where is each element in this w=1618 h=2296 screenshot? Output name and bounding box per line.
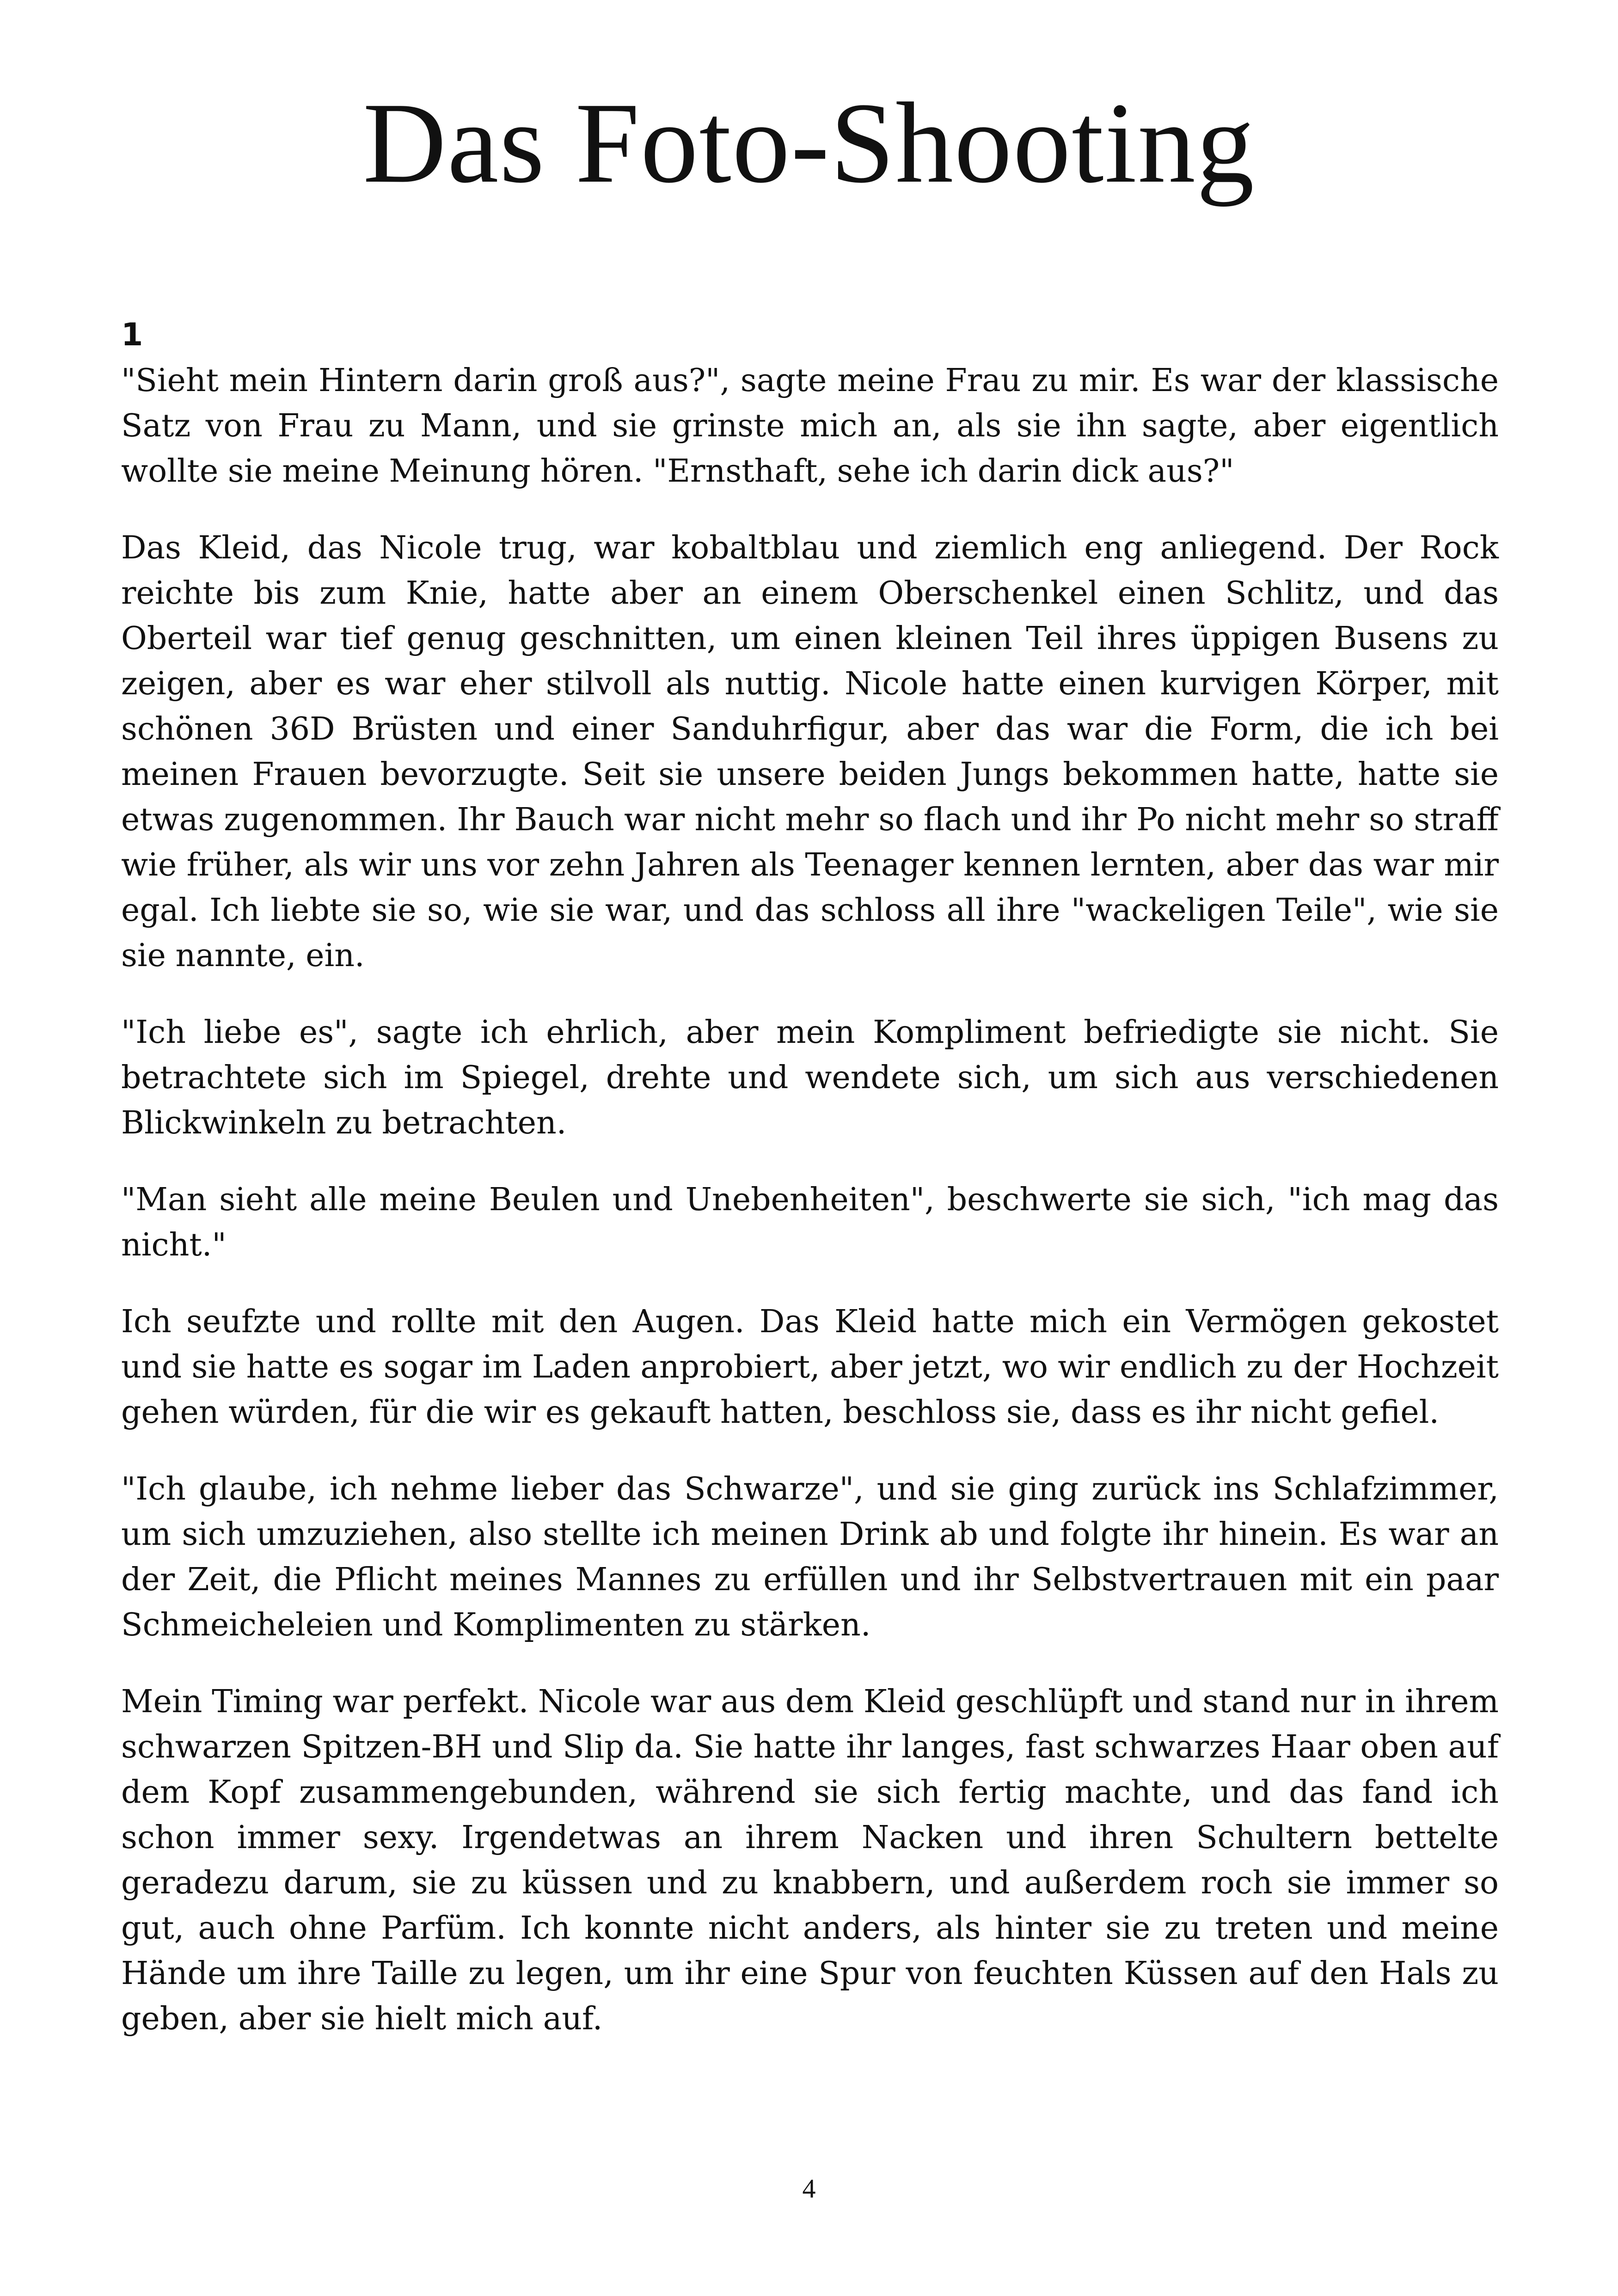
paragraph: Ich seufzte und rollte mit den Augen. Das Kleid hatte mich ein Vermögen gekostet und sie hatte es sogar im Laden anprobiert, aber jetzt, wo wir endlich zu der Hochzeit gehen würden, für die wir es gekauft hatten, beschloss sie, dass es ihr nicht gefiel. <box>121 1304 1499 1431</box>
paragraph: Das Kleid, das Nicole trug, war kobaltblau und ziemlich eng anliegend. Der Rock reichte bis zum Knie, hatte aber an einem Oberschenkel einen Schlitz, und das Oberteil war tief genug geschnitten, um einen kleinen Teil ihres üppigen Busens zu zeigen, aber es war eher stilvoll als nuttig. Nicole hatte einen kurvigen Körper, mit schönen 36D Brüsten und einer Sanduhrfigur, aber das war die Form, die ich bei meinen Frauen bevorzugte. Seit sie unsere beiden Jungs bekommen hatte, hatte sie etwas zugenommen. Ihr Bauch war nicht mehr so flach und ihr Po nicht mehr so straff wie früher, als wir uns vor zehn Jahren als Teenager kennen lernten, aber das war mir egal. Ich liebte sie so, wie sie war, und das schloss all ihre "wackeligen Teile", wie sie sie nannte, ein. <box>121 530 1499 974</box>
page-title: Das Foto-Shooting <box>363 79 1255 207</box>
document-body <box>121 312 1499 2073</box>
paragraph: Mein Timing war perfekt. Nicole war aus dem Kleid geschlüpft und stand nur in ihrem schwarzen Spitzen-BH und Slip da. Sie hatte ihr langes, fast schwarzes Haar oben auf dem Kopf zusammengebunden, während sie sich fertig machte, und das fand ich schon immer sexy. Irgendetwas an ihrem Nacken und ihren Schultern bettelte geradezu darum, sie zu küssen und zu knabbern, und außerdem roch sie immer so gut, auch ohne Parfüm. Ich konnte nicht anders, als hinter sie zu treten und meine Hände um ihre Taille zu legen, um ihr eine Spur von feuchten Küssen auf den Hals zu geben, aber sie hielt mich auf. <box>121 1684 1499 2037</box>
chapter-number: 1 <box>121 317 143 353</box>
paragraph: "Ich liebe es", sagte ich ehrlich, aber mein Kompliment befriedigte sie nicht. Sie betrachtete sich im Spiegel, drehte und wendete sich, um sich aus verschiedenen Blickwinkeln zu betrachten. <box>121 1014 1499 1141</box>
paragraph: "Sieht mein Hintern darin groß aus?", sagte meine Frau zu mir. Es war der klassische Satz von Frau zu Mann, und sie grinste mich an, als sie ihn sagte, aber eigentlich wollte sie meine Meinung hören. "Ernsthaft, sehe ich darin dick aus?" <box>121 362 1499 490</box>
paragraph: "Ich glaube, ich nehme lieber das Schwarze", und sie ging zurück ins Schlafzimmer, um sich umzuziehen, also stellte ich meinen Drink ab und folgte ihr hinein. Es war an der Zeit, die Pflicht meines Mannes zu erfüllen und ihr Selbstvertrauen mit ein paar Schmeicheleien und Komplimenten zu stärken. <box>121 1471 1499 1643</box>
page-number: 4 <box>802 2174 816 2204</box>
paragraph: "Man sieht alle meine Beulen und Unebenheiten", beschwerte sie sich, "ich mag das nicht." <box>121 1182 1499 1263</box>
